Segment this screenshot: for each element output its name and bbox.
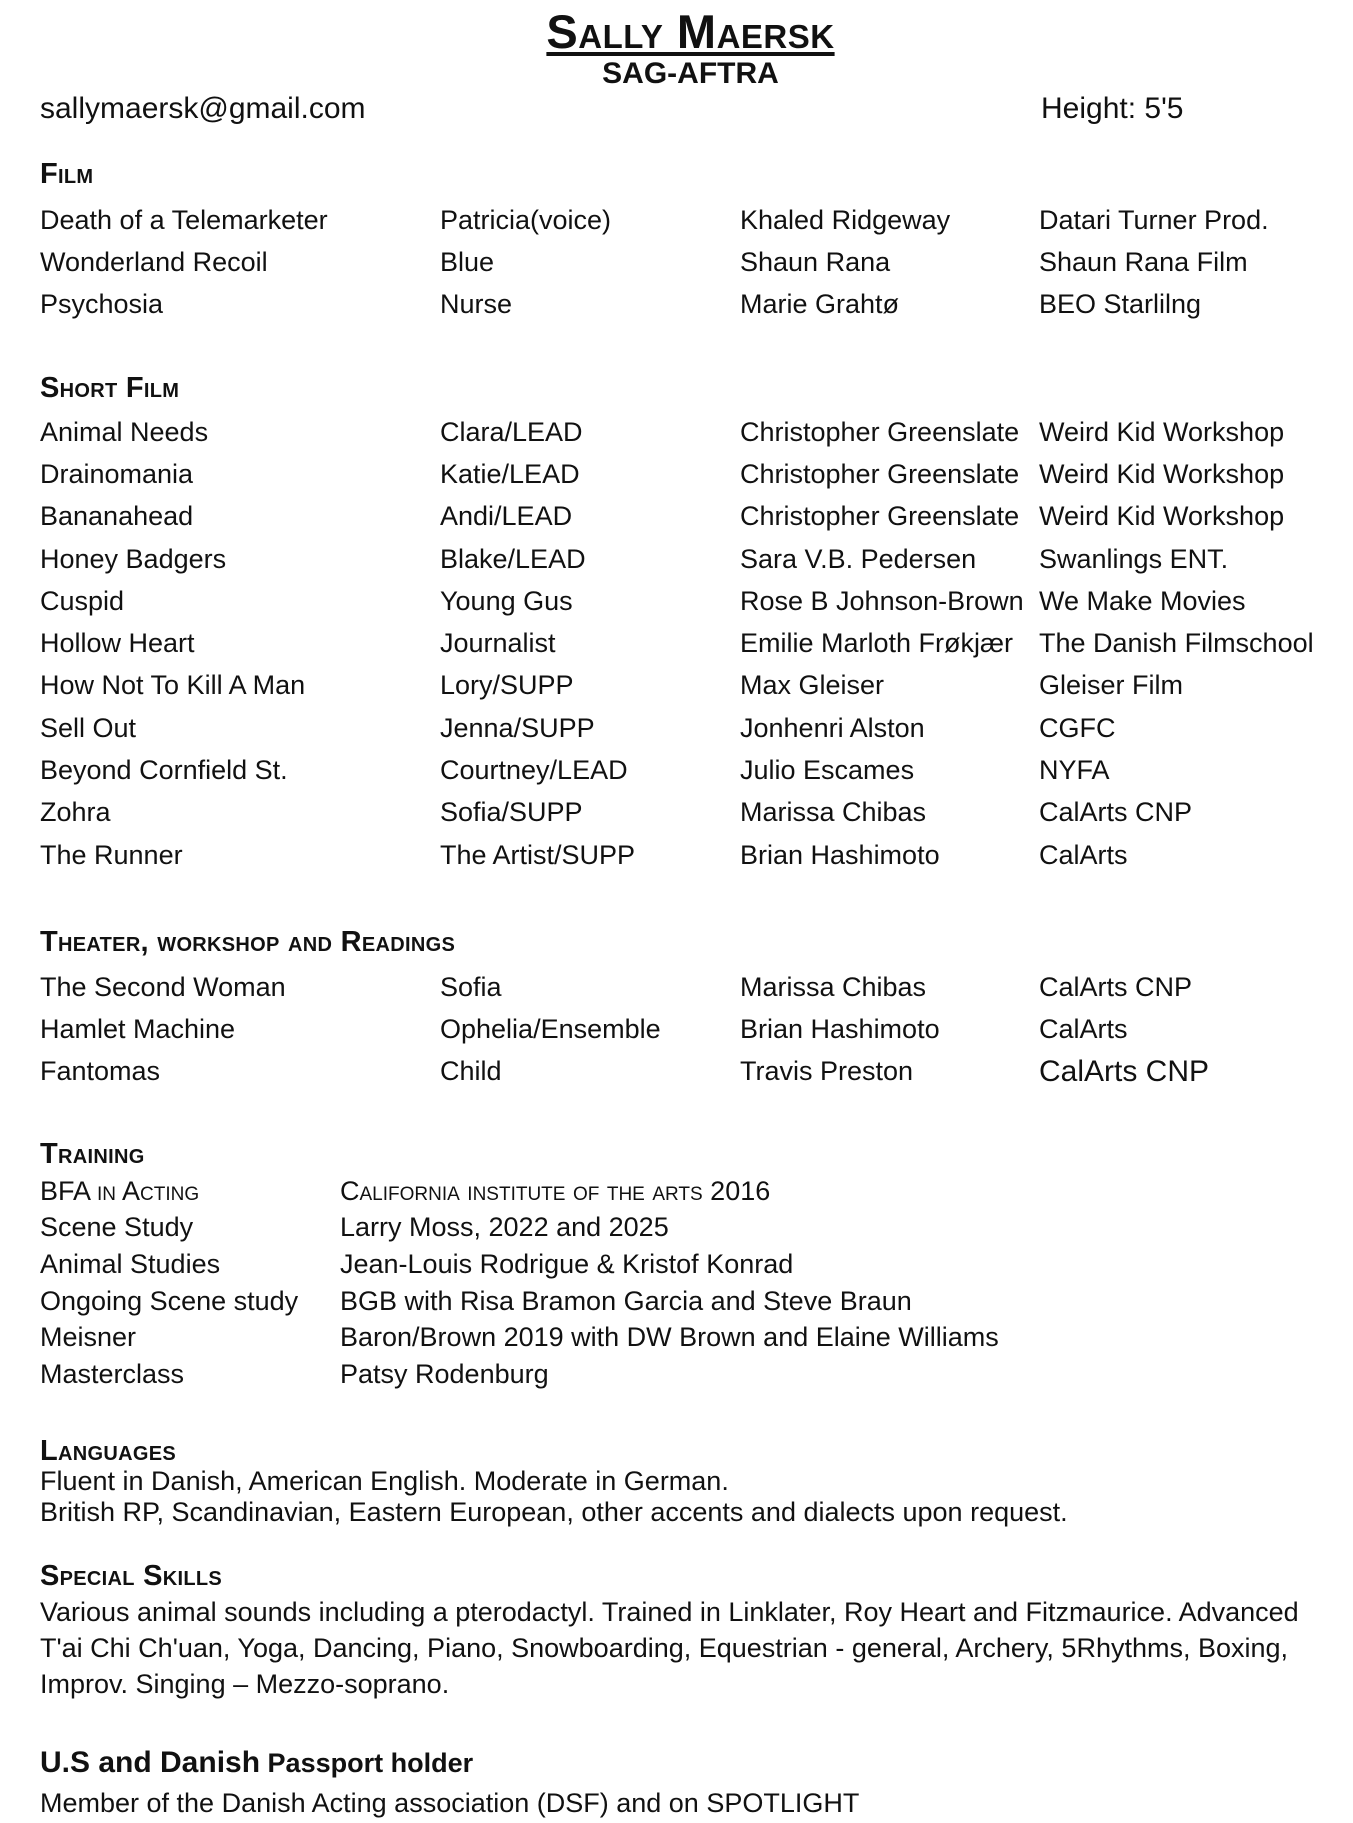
theater-credits [40,966,1340,1093]
role: Andi/LEAD [440,501,573,532]
project-title: Beyond Cornfield St. [40,755,288,786]
role: Young Gus [440,585,573,616]
director: Rose B Johnson-Brown [740,585,1024,616]
training-detail: Baron/Brown 2019 with DW Brown and Elaine Williams [340,1322,999,1353]
project-title: Hamlet Machine [40,1013,236,1044]
credit-row [40,749,1340,791]
languages-line: British RP, Scandinavian, Eastern European, other accents and dialects upon request. [40,1497,1068,1527]
role: Child [440,1056,502,1087]
project-title: Drainomania [40,458,194,489]
training-row [40,1283,1340,1320]
training-row [40,1173,1340,1210]
director: Julio Escames [740,755,915,786]
project-title: Animal Needs [40,416,209,447]
training-detail: Larry Moss, 2022 and 2025 [340,1212,669,1243]
credit-row [40,241,1340,283]
production: We Make Movies [1039,585,1246,616]
project-title: Honey Badgers [40,543,227,574]
credit-row [40,966,1340,1008]
production: The Danish Filmschool [1039,628,1314,659]
union-affiliation: SAG-AFTRA [602,57,779,90]
director: Marissa Chibas [740,971,927,1002]
training-subject: Animal Studies [40,1248,221,1279]
production: Shaun Rana Film [1039,246,1248,277]
theater-heading: Theater, workshop and Readings [40,926,456,958]
director: Christopher Greenslate [740,416,1020,447]
role: Blake/LEAD [440,543,586,574]
credit-row [40,284,1340,326]
role: Ophelia/Ensemble [440,1013,661,1044]
languages-heading: Languages [40,1435,176,1467]
director: Khaled Ridgeway [740,204,951,235]
director: Emilie Marloth Frøkjær [740,628,1014,659]
training-heading: Training [40,1138,145,1170]
training-detail: Patsy Rodenburg [340,1358,549,1389]
special-skills-heading: Special Skills [40,1560,223,1592]
role: Sofia/SUPP [440,797,583,828]
project-title: Fantomas [40,1056,161,1087]
training-subject: BFA in Acting [40,1175,200,1206]
credit-row [40,1008,1340,1050]
passport-countries: U.S and Danish [40,1746,261,1779]
skills-line: Various animal sounds including a pterodactyl. Trained in Linklater, Roy Heart and Fitzmaurice. Advanced [40,1597,1299,1627]
height-info: Height: 5'5 [1041,92,1184,125]
training-subject: Masterclass [40,1358,185,1389]
production: CalArts CNP [1039,971,1193,1002]
project-title: How Not To Kill A Man [40,670,306,701]
production: CGFC [1039,712,1116,743]
production: CalArts CNP [1039,797,1193,828]
production: Weird Kid Workshop [1039,501,1285,532]
director: Max Gleiser [740,670,885,701]
short-film-heading: Short Film [40,372,180,404]
training-detail: BGB with Risa Bramon Garcia and Steve Braun [340,1285,912,1316]
role: Courtney/LEAD [440,755,628,786]
credit-row [40,199,1340,241]
credit-row [40,1051,1340,1093]
film-credits [40,199,1340,326]
training-detail: California institute of the arts 2016 [340,1175,771,1206]
production: NYFA [1039,755,1110,786]
credit-row [40,411,1340,453]
contact-email: sallymaersk@gmail.com [40,92,366,125]
actor-name: Sally Maersk [546,5,835,58]
production: Weird Kid Workshop [1039,458,1285,489]
role: Jenna/SUPP [440,712,595,743]
director: Marie Grahtø [740,289,900,320]
role: Patricia(voice) [440,204,612,235]
role: Journalist [440,628,556,659]
role: Nurse [440,289,513,320]
skills-line: T'ai Chi Ch'uan, Yoga, Dancing, Piano, Snowboarding, Equestrian - general, Archery, 5Rhythms, Boxing, [40,1633,1289,1663]
training-row [40,1210,1340,1247]
special-skills-text [40,1594,1340,1702]
project-title: Cuspid [40,585,125,616]
film-heading: Film [40,158,94,190]
production: Gleiser Film [1039,670,1184,701]
role: Lory/SUPP [440,670,574,701]
training-row [40,1356,1340,1393]
director: Travis Preston [740,1056,914,1087]
production: CalArts CNP [1039,1054,1210,1088]
production: CalArts [1039,1013,1128,1044]
production: CalArts [1039,839,1128,870]
director: Sara V.B. Pedersen [740,543,977,574]
membership-info: Member of the Danish Acting association (DSF) and on SPOTLIGHT [40,1788,860,1818]
passport-label: Passport holder [260,1748,474,1778]
project-title: Sell Out [40,712,137,743]
director: Shaun Rana [740,246,891,277]
production: Datari Turner Prod. [1039,204,1269,235]
director: Marissa Chibas [740,797,927,828]
skills-line: Improv. Singing – Mezzo-soprano. [40,1669,450,1699]
production: BEO Starlilng [1039,289,1202,320]
director: Jonhenri Alston [740,712,925,743]
training-subject: Ongoing Scene study [40,1285,299,1316]
credit-row [40,622,1340,664]
role: Clara/LEAD [440,416,583,447]
credit-row [40,496,1340,538]
training-row [40,1246,1340,1283]
credit-row [40,707,1340,749]
credit-row [40,792,1340,834]
role: Blue [440,246,495,277]
credit-row [40,665,1340,707]
project-title: Psychosia [40,289,164,320]
languages-line: Fluent in Danish, American English. Moderate in German. [40,1466,729,1496]
training-row [40,1319,1340,1356]
project-title: Zohra [40,797,111,828]
training-list [40,1173,1340,1393]
role: Katie/LEAD [440,458,580,489]
training-subject: Scene Study [40,1212,194,1243]
training-detail: Jean-Louis Rodrigue & Kristof Konrad [340,1248,794,1279]
credit-row [40,453,1340,495]
director: Brian Hashimoto [740,1013,940,1044]
project-title: Bananahead [40,501,194,532]
passport-info [40,1743,473,1788]
credit-row [40,834,1340,876]
credit-row [40,538,1340,580]
production: Swanlings ENT. [1039,543,1229,574]
credit-row [40,580,1340,622]
short-film-credits [40,411,1340,876]
role: Sofia [440,971,502,1002]
director: Christopher Greenslate [740,458,1020,489]
project-title: The Runner [40,839,183,870]
role: The Artist/SUPP [440,839,636,870]
project-title: Death of a Telemarketer [40,204,328,235]
production: Weird Kid Workshop [1039,416,1285,447]
project-title: The Second Woman [40,971,286,1002]
project-title: Hollow Heart [40,628,195,659]
director: Christopher Greenslate [740,501,1020,532]
languages-text [40,1466,1340,1528]
project-title: Wonderland Recoil [40,246,268,277]
director: Brian Hashimoto [740,839,940,870]
training-subject: Meisner [40,1322,137,1353]
